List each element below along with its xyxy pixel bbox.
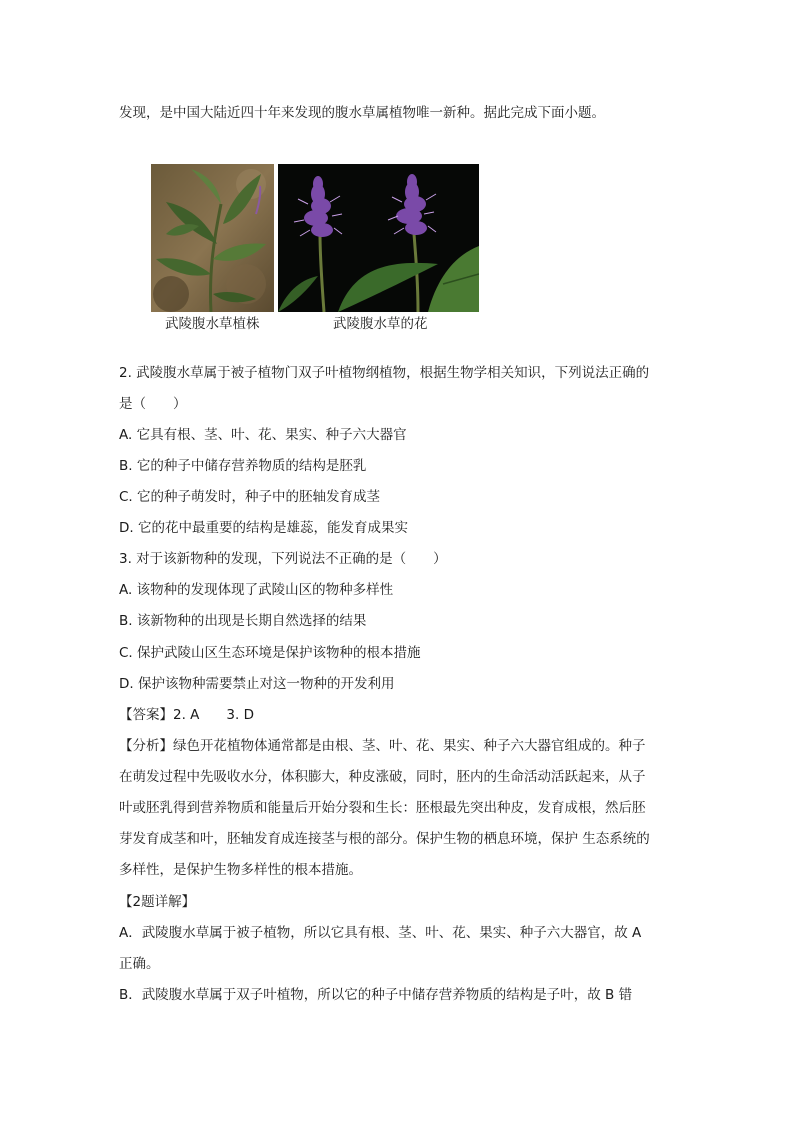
question-2-option-a: A. 它具有根、茎、叶、花、果实、种子六大器官 bbox=[119, 427, 407, 443]
plant-photo bbox=[151, 164, 274, 312]
question-3-option-a: A. 该物种的发现体现了武陵山区的物种多样性 bbox=[119, 582, 394, 598]
analysis-line: 在萌发过程中先吸收水分，体积膨大，种皮涨破，同时，胚内的生命活动活跃起来，从子 bbox=[119, 769, 646, 785]
question-3-stem: 3. 对于该新物种的发现，下列说法不正确的是（ ） bbox=[119, 551, 447, 567]
analysis-line: 【分析】绿色开花植物体通常都是由根、茎、叶、花、果实、种子六大器官组成的。种子 bbox=[119, 738, 646, 754]
detail-line: B．武陵腹水草属于双子叶植物，所以它的种子中储存营养物质的结构是子叶，故 B 错 bbox=[119, 987, 633, 1003]
detail-heading: 【2题详解】 bbox=[119, 894, 196, 910]
analysis-line: 多样性，是保护生物多样性的根本措施。 bbox=[119, 862, 362, 878]
question-3-option-b: B. 该新物种的出现是长期自然选择的结果 bbox=[119, 613, 367, 629]
detail-line: A．武陵腹水草属于被子植物，所以它具有根、茎、叶、花、果实、种子六大器官，故 A bbox=[119, 925, 642, 941]
caption-plant: 武陵腹水草植株 bbox=[165, 316, 260, 332]
detail-line: 正确。 bbox=[119, 956, 160, 972]
flower-photo bbox=[278, 164, 479, 312]
analysis-line: 芽发育成茎和叶，胚轴发育成连接茎与根的部分。保护生物的栖息环境，保护 生态系统的 bbox=[119, 831, 650, 847]
intro-text: 发现，是中国大陆近四十年来发现的腹水草属植物唯一新种。据此完成下面小题。 bbox=[119, 105, 605, 121]
question-3-option-c: C. 保护武陵山区生态环境是保护该物种的根本措施 bbox=[119, 645, 421, 661]
question-2-option-b: B. 它的种子中储存营养物质的结构是胚乳 bbox=[119, 458, 367, 474]
figure bbox=[151, 164, 479, 332]
question-2-option-c: C. 它的种子萌发时，种子中的胚轴发育成茎 bbox=[119, 489, 381, 505]
question-2-option-d: D. 它的花中最重要的结构是雄蕊，能发育成果实 bbox=[119, 520, 408, 536]
question-2-stem bbox=[119, 363, 675, 383]
caption-flower: 武陵腹水草的花 bbox=[333, 316, 428, 332]
question-3-option-d: D. 保护该物种需要禁止对这一物种的开发利用 bbox=[119, 676, 395, 692]
question-2-stem-continued: 是（ ） bbox=[119, 396, 187, 412]
question-2-stem-text: 2. 武陵腹水草属于被子植物门双子叶植物纲植物，根据生物学相关知识，下列说法正确的 bbox=[119, 365, 650, 381]
answer-line: 【答案】2. A 3. D bbox=[119, 707, 254, 723]
analysis-line: 叶或胚乳得到营养物质和能量后开始分裂和生长：胚根最先突出种皮，发育成根，然后胚 bbox=[119, 800, 646, 816]
